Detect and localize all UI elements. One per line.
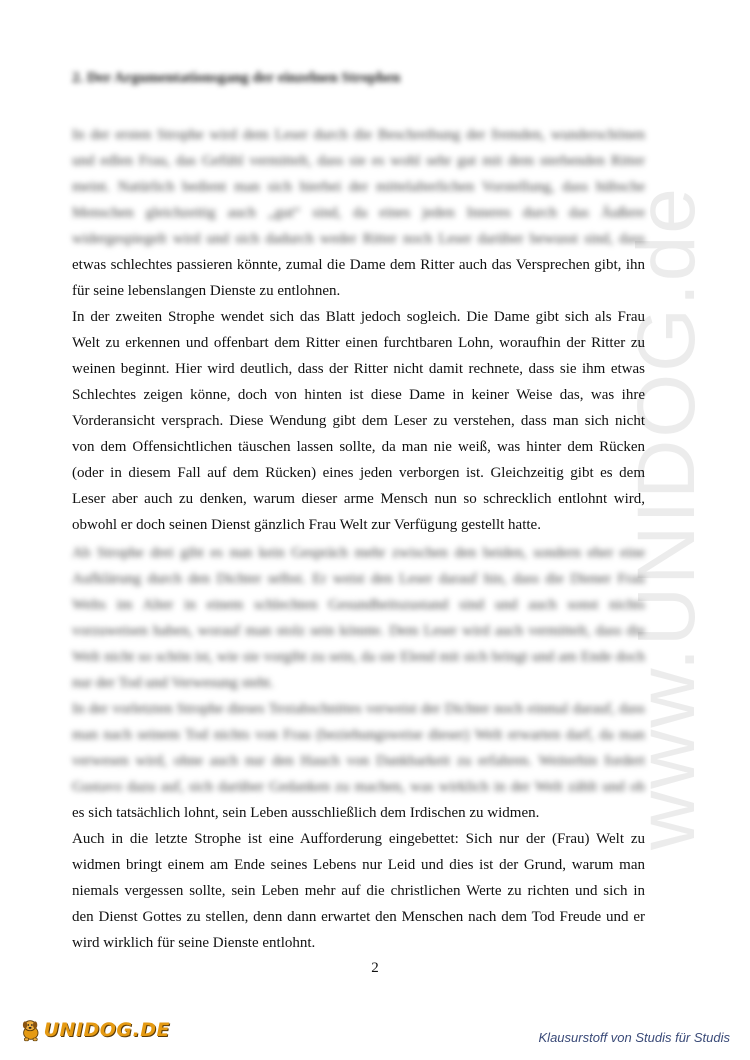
text-line: Auch in die letzte Strophe ist eine Aufforderung eingebettet: Sich nur der (Frau) Welt zu (72, 831, 645, 847)
paragraph-4-blurred (72, 696, 645, 800)
unidog-logo[interactable] (20, 1012, 170, 1048)
paragraph-5 (72, 826, 645, 956)
text-line: verwesen wird, ohne auch nur den Hauch von Dankbarkeit zu erfahren. Weiterhin fordert (72, 753, 645, 769)
text-line: Menschen gleichzeitig auch „gut“ sind, da eines jeden Inneres durch das Äußere (72, 205, 645, 221)
text-line: Welt nicht so schön ist, wie sie vorgibt zu sein, da sie Elend mit sich bringt und am Ende doch (72, 649, 645, 665)
text-line: widergespiegelt wird und sich dadurch weder Ritter noch Leser darüber bewusst sind, dass (72, 231, 645, 247)
section-heading: 2. Der Argumentationsgang der einzelnen Strophen (72, 70, 401, 86)
text-line: von dem Offensichtlichen täuschen lassen sollte, da man nie weiß, was hinter dem Rücken (72, 439, 645, 455)
text-line: Schlechtes zeigen könne, doch von hinten ist diese Dame in keiner Weise das, was ihre (72, 387, 645, 403)
text-line: weinen beginnt. Hier wird deutlich, dass der Ritter nicht damit rechnete, dass sie ihm etwas (72, 361, 645, 377)
footer-tagline: Klausurstoff von Studis für Studis (538, 1030, 730, 1045)
text-line: für seine lebenslangen Dienste zu entlohnen. (72, 283, 341, 299)
dog-mascot-icon (20, 1014, 42, 1046)
text-line: den Dienst Gottes zu stellen, denn dann erwartet den Menschen nach dem Tod Freude und er (72, 909, 645, 925)
text-line: In der vorletzten Strophe dieses Textabschnittes verweist der Dichter noch einmal darauf, dass (72, 701, 645, 717)
text-line: niemals vergessen sollte, sein Leben mehr auf die christlichen Werte zu richten und sich in (72, 883, 645, 899)
text-line: Welts im Alter in einem schlechten Gesundheitszustand sind und auch sonst nichts (72, 597, 645, 613)
paragraph-4-visible (72, 800, 645, 826)
text-line: Vorderansicht versprach. Diese Wendung gibt dem Leser zu verstehen, dass man sich nicht (72, 413, 645, 429)
logo-text: UNIDOG.DE (43, 1019, 170, 1041)
text-line: Aufklärung durch den Dichter selbst. Er weist den Leser darauf hin, dass die Diener Frau (72, 571, 645, 587)
paragraph-1-visible (72, 252, 645, 304)
text-line: In der ersten Strophe wird dem Leser durch die Beschreibung der fremden, wunderschönen (72, 127, 645, 143)
text-line: obwohl er doch seinen Dienst gänzlich Frau Welt zur Verfügung gestellt hatte. (72, 517, 541, 533)
text-line: man nach seinem Tod nichts von Frau (beziehungsweise dieser) Welt erwarten darf, da man (72, 727, 645, 743)
text-line: widmen bringt einem am Ende seines Lebens nur Leid und dies ist der Grund, warum man (72, 857, 645, 873)
text-line: (oder in diesem Fall auf dem Rücken) eines jeden verborgen ist. Gleichzeitig gibt es dem (72, 465, 645, 481)
text-line: wird wirklich für seine Dienste entlohnt. (72, 935, 316, 951)
text-line: etwas schlechtes passieren könnte, zumal die Dame dem Ritter auch das Versprechen gibt, ihn (72, 257, 645, 273)
page-number: 2 (371, 960, 379, 976)
text-line: In der zweiten Strophe wendet sich das Blatt jedoch sogleich. Die Dame gibt sich als Frau (72, 309, 645, 325)
text-line: Ab Strophe drei gibt es nun kein Gespräch mehr zwischen den beiden, sondern eher eine (72, 545, 645, 561)
text-line: Welt zu erkennen und offenbart dem Ritter einen furchtbaren Lohn, woraufhin der Ritter zu (72, 335, 645, 351)
text-line: meint. Natürlich bedient man sich hierbei der mittelalterlichen Vorstellung, dass hübsche (72, 179, 645, 195)
text-line: Leser aber auch zu denken, warum dieser arme Mensch nun so schrecklich entlohnt wird, (72, 491, 645, 507)
text-line: vorzuweisen haben, worauf man stolz sein könnte. Dem Leser wird auch vermittelt, dass die (72, 623, 645, 639)
paragraph-2 (72, 304, 645, 538)
text-line: nur der Tod und Verwesung steht. (72, 675, 274, 691)
paragraph-1-blurred (72, 122, 645, 252)
text-line: es sich tatsächlich lohnt, sein Leben ausschließlich dem Irdischen zu widmen. (72, 805, 540, 821)
text-line: Gustavo dazu auf, sich darüber Gedanken zu machen, was wirklich in der Welt zählt und ob (72, 779, 645, 795)
paragraph-3-blurred (72, 540, 645, 696)
watermark-text: www.UNIDOG.de (621, 186, 712, 850)
text-line: und edlen Frau, das Gefühl vermittelt, dass sie es wohl sehr gut mit dem sterbenden Ritter (72, 153, 645, 169)
